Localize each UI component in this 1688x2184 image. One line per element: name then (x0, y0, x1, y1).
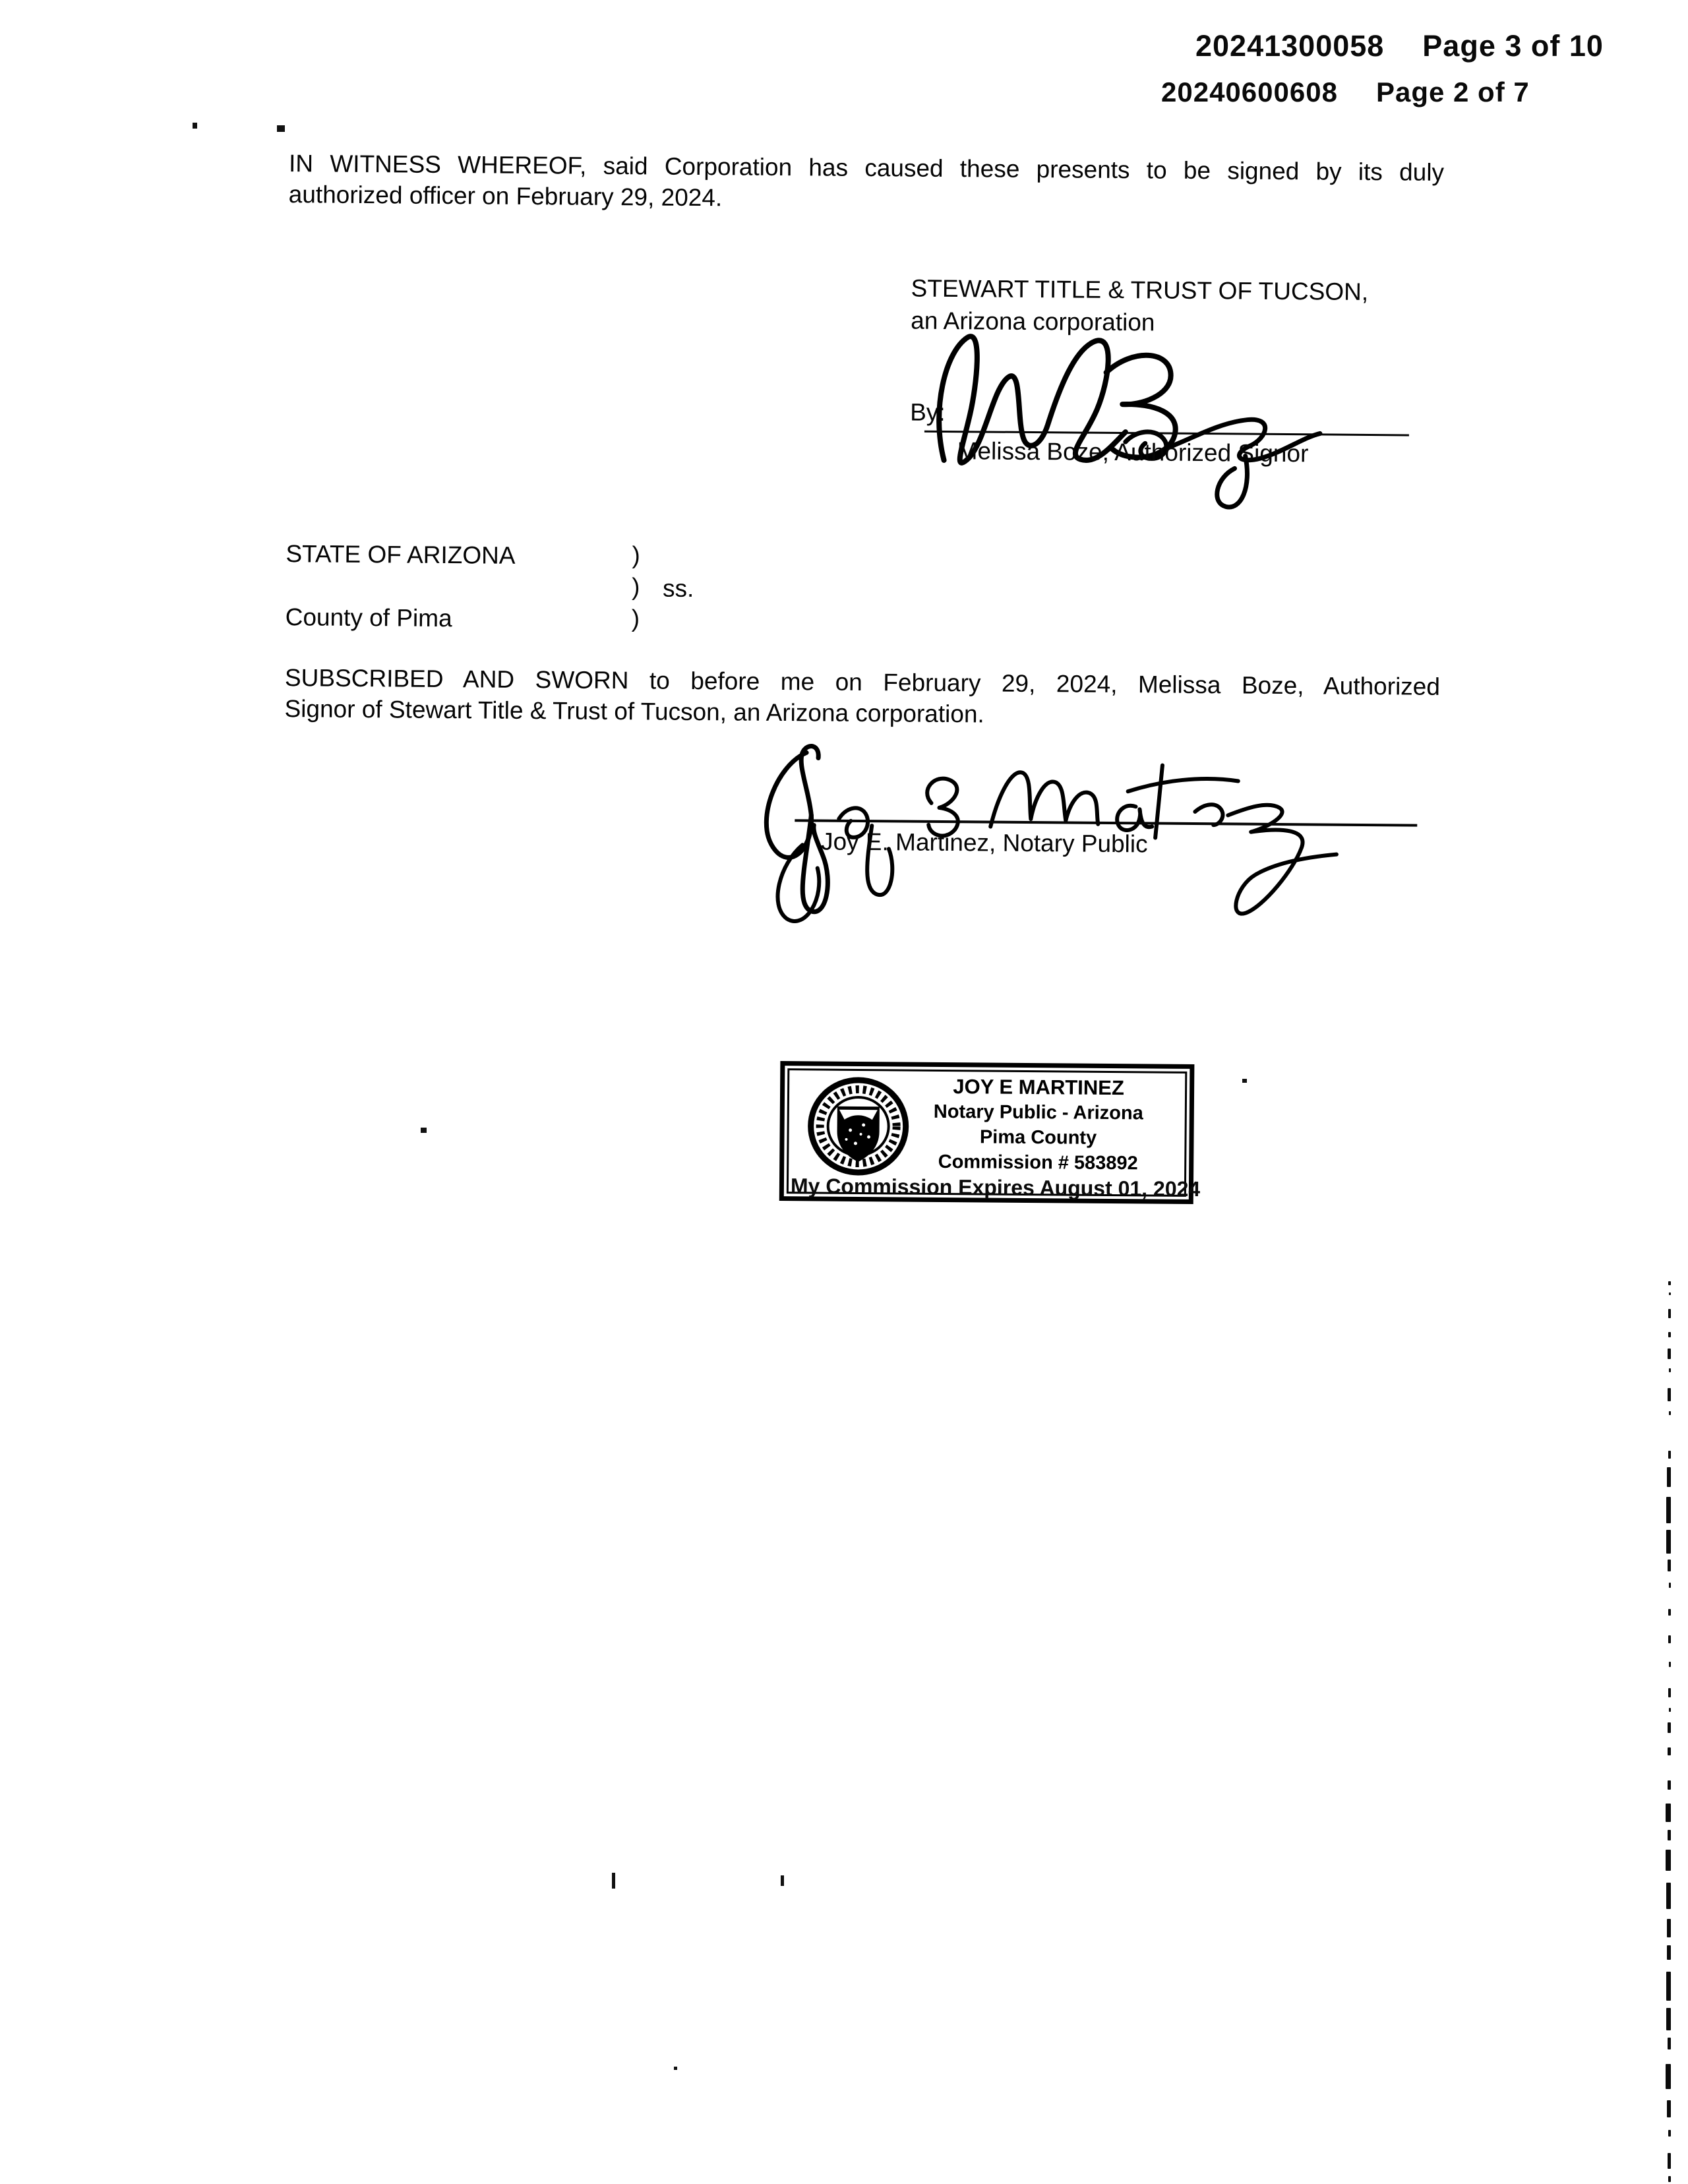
scan-artifact (1668, 2130, 1671, 2137)
scan-artifact (193, 123, 197, 129)
scan-artifact (1667, 1945, 1671, 1960)
signer-caption: Melissa Boze, Authorized Signor (957, 437, 1309, 468)
acknowledgment-line-2: Signor of Stewart Title & Trust of Tucson, an Arizona corporation. (284, 695, 984, 728)
notary-seal-icon (805, 1074, 911, 1178)
scan-artifact (1666, 1883, 1671, 1909)
venue-paren-3: ) (631, 605, 640, 632)
venue-ss: ss. (662, 574, 694, 602)
scan-artifact (1666, 2008, 1671, 2030)
venue-county: County of Pima (285, 603, 452, 632)
scan-artifact (1668, 1747, 1671, 1755)
scan-artifact (1666, 2064, 1671, 2089)
scan-artifact (1667, 2100, 1671, 2117)
witness-paragraph-line-2: authorized officer on February 29, 2024. (288, 181, 723, 212)
witness-paragraph-line-1: IN WITNESS WHEREOF, said Corporation has caused these presents to be signed by its duly (288, 150, 1445, 186)
scan-artifact (1666, 1497, 1671, 1523)
scan-artifact (1668, 1830, 1671, 1840)
scan-artifact (1669, 1411, 1671, 1415)
page-indicator-1: Page 3 of 10 (1422, 29, 1604, 63)
scan-artifact (1668, 1451, 1671, 1459)
scan-artifact (1668, 1635, 1671, 1643)
scan-artifact (1668, 1560, 1671, 1571)
scan-artifact (1666, 1850, 1671, 1871)
scan-artifact (1668, 1309, 1671, 1318)
scan-artifact (1668, 1609, 1671, 1616)
scan-artifact (781, 1875, 784, 1886)
scan-artifact (1668, 1349, 1671, 1359)
scan-artifact (1669, 1292, 1671, 1295)
venue-paren-2: ) (631, 573, 640, 601)
scan-artifact (1668, 1332, 1671, 1337)
scan-artifact (1668, 1388, 1671, 1401)
scan-artifact (1668, 1722, 1671, 1733)
stamp-commission-number: Commission # 583892 (938, 1151, 1138, 1174)
scan-artifact (674, 2067, 677, 2070)
scan-artifact (421, 1128, 427, 1133)
scan-artifact (1668, 2038, 1671, 2049)
corporation-type: an Arizona corporation (911, 307, 1155, 336)
scan-artifact (1667, 1467, 1671, 1487)
melissa-boze-signature (907, 305, 1344, 520)
notary-caption: Joy E. Martinez, Notary Public (820, 828, 1148, 858)
venue-paren-1: ) (632, 541, 640, 569)
acknowledgment-line-1: SUBSCRIBED AND SWORN to before me on February 29, 2024, Melissa Boze, Authorized (284, 664, 1441, 700)
page-indicator-2: Page 2 of 7 (1375, 76, 1530, 107)
corporation-name: STEWART TITLE & TRUST OF TUCSON, (911, 274, 1369, 306)
scan-artifact (1666, 1972, 1671, 2001)
notary-stamp-box (779, 1061, 1201, 1204)
scan-artifact (1669, 1662, 1671, 1667)
scan-artifact (1669, 1583, 1671, 1588)
stamp-notary-title: Notary Public - Arizona (933, 1101, 1143, 1124)
stamp-county: Pima County (979, 1126, 1097, 1149)
document-number-1: 20241300058 (1195, 29, 1385, 63)
scan-artifact (1668, 1780, 1671, 1790)
scan-artifact (1667, 1919, 1671, 1937)
scan-artifact (1669, 1708, 1671, 1712)
scan-artifact (1668, 1688, 1671, 1697)
scan-artifact (1668, 2176, 1671, 2182)
scan-artifact (1666, 1804, 1671, 1822)
stamp-notary-name: JOY E MARTINEZ (953, 1075, 1125, 1100)
scan-artifact (1668, 2153, 1671, 2169)
scan-artifact (1668, 1281, 1671, 1285)
scan-artifact (1669, 1368, 1671, 1372)
witness-paragraph (289, 148, 1445, 219)
stamp-expiration: My Commission Expires August 01, 2024 (790, 1174, 1201, 1201)
venue-state: STATE OF ARIZONA (286, 540, 516, 569)
by-label: By: (910, 398, 946, 426)
scan-artifact (277, 125, 285, 132)
document-number-2: 20240600608 (1161, 76, 1338, 107)
acknowledgment-paragraph (284, 662, 1440, 733)
scan-artifact (1242, 1079, 1247, 1083)
scan-artifact (612, 1873, 615, 1889)
scan-artifact (1666, 1530, 1671, 1554)
